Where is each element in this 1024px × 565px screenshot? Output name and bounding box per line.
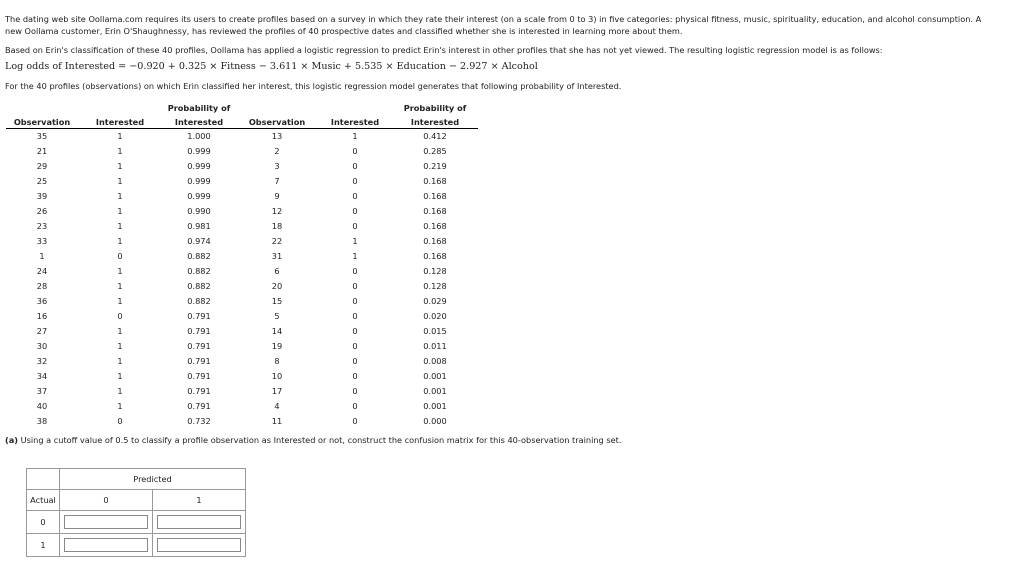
obs-right-cell: 14 [271,326,283,336]
interested-right-cell: 0 [352,221,358,231]
obs-right-cell: 19 [271,341,283,351]
obs-right-cell: 17 [271,386,283,396]
prob-left-cell: 0.981 [187,221,211,231]
header-top-cell [236,100,318,114]
prob-left-cell: 0.882 [187,296,211,306]
interested-right-cell: 0 [352,311,358,321]
obs-left-cell: 37 [36,386,48,396]
cm-corner [27,469,60,490]
cm-input-actual0-pred1[interactable] [157,515,241,529]
interested-left-cell: 0 [117,416,123,426]
obs-right-cell: 13 [271,131,283,141]
interested-left-cell: 1 [117,356,123,366]
obs-right-cell: 3 [274,161,280,171]
obs-right-cell: 20 [271,281,283,291]
interested-right-cell: 0 [352,176,358,186]
prob-right-cell: 0.168 [423,221,447,231]
interested-left-cell: 1 [117,161,123,171]
interested-right-cell: 0 [352,281,358,291]
prob-left-cell: 0.974 [187,236,211,246]
obs-left-cell: 16 [36,311,48,321]
interested-right-cell: 0 [352,206,358,216]
interested-left-cell: 1 [117,146,123,156]
interested-left-cell: 1 [117,386,123,396]
cm-cell [60,511,153,534]
part-a-label: (a) [5,435,19,445]
table-row [6,324,478,339]
interested-right-cell: 0 [352,146,358,156]
cm-row-label-0: 0 [27,511,60,534]
prob-left-cell: 0.999 [187,191,211,201]
prob-right-cell: 0.020 [423,311,447,321]
table-body [6,129,478,430]
prob-right-cell: 0.029 [423,296,447,306]
prob-left-cell: 0.999 [187,161,211,171]
cm-predicted-label: Predicted [60,469,246,490]
prob-left-cell: 0.882 [187,251,211,261]
prob-left-cell: 0.791 [187,356,211,366]
obs-left-cell: 21 [36,146,48,156]
prob-left-cell: 0.882 [187,266,211,276]
obs-left-cell: 35 [36,131,48,141]
interested-left-cell: 0 [117,251,123,261]
obs-right-cell: 22 [271,236,283,246]
obs-left-cell: 32 [36,356,48,366]
obs-left-cell: 39 [36,191,48,201]
table-row [6,189,478,204]
obs-right-cell: 2 [274,146,280,156]
prob-right-cell: 0.001 [423,386,447,396]
header-top-cell [78,100,162,114]
obs-right-cell: 12 [271,206,283,216]
table-row [6,129,478,145]
obs-left-cell: 28 [36,281,48,291]
interested-left-cell: 1 [117,266,123,276]
table-row [6,384,478,399]
obs-right-cell: 31 [271,251,283,261]
part-a-text: Using a cutoff value of 0.5 to classify a profile observation as Interested or not, construct the confusion matrix for this 40-observation training set. [20,435,622,445]
header-cell: Observation [6,114,78,129]
header-cell: Interested [162,114,236,129]
interested-left-cell: 1 [117,221,123,231]
intro-paragraph-3: For the 40 profiles (observations) on which Erin classified her interest, this logistic regression model generates that following probability of Interested. [5,81,622,91]
prob-right-cell: 0.285 [423,146,447,156]
table-row [6,219,478,234]
interested-left-cell: 1 [117,371,123,381]
obs-left-cell: 29 [36,161,48,171]
prob-left-cell: 0.791 [187,371,211,381]
intro-paragraph-1 [5,13,1024,37]
interested-left-cell: 1 [117,341,123,351]
prob-left-cell: 1.000 [187,131,211,141]
obs-right-cell: 6 [274,266,280,276]
obs-left-cell: 38 [36,416,48,426]
interested-right-cell: 0 [352,356,358,366]
interested-left-cell: 1 [117,206,123,216]
prob-right-cell: 0.412 [423,131,447,141]
header-cell: Interested [318,114,392,129]
prob-left-cell: 0.999 [187,146,211,156]
interested-left-cell: 1 [117,236,123,246]
obs-left-cell: 23 [36,221,48,231]
prob-right-cell: 0.168 [423,191,447,201]
prob-right-cell: 0.168 [423,206,447,216]
interested-left-cell: 1 [117,296,123,306]
interested-left-cell: 1 [117,131,123,141]
obs-left-cell: 27 [36,326,48,336]
obs-left-cell: 26 [36,206,48,216]
intro-line-2: new Oollama customer, Erin O'Shaughnessy, has reviewed the profiles of 40 prospective dates and classified whether she is interested in learning more about them. [5,26,683,36]
interested-left-cell: 1 [117,326,123,336]
prob-left-cell: 0.791 [187,386,211,396]
prob-right-cell: 0.168 [423,251,447,261]
table-row [6,399,478,414]
header-top-cell [6,100,78,114]
prob-left-cell: 0.791 [187,311,211,321]
cm-actual-label: Actual [27,490,60,511]
obs-left-cell: 25 [36,176,48,186]
obs-right-cell: 11 [271,416,283,426]
obs-right-cell: 7 [274,176,280,186]
confusion-matrix [26,468,246,557]
interested-right-cell: 0 [352,266,358,276]
obs-right-cell: 15 [271,296,283,306]
header-cell: Interested [392,114,478,129]
obs-right-cell: 5 [274,311,280,321]
interested-right-cell: 0 [352,296,358,306]
interested-right-cell: 0 [352,326,358,336]
header-top-cell [318,100,392,114]
header-top-cell: Probability of [167,103,231,113]
interested-right-cell: 0 [352,191,358,201]
probability-table [6,100,478,429]
obs-right-cell: 18 [271,221,283,231]
interested-left-cell: 1 [117,281,123,291]
intro-paragraph-2: Based on Erin's classification of these 40 profiles, Oollama has applied a logistic regression to predict Erin's interest in other profiles that she has not yet viewed. The resulting logistic regression model is as follows: [5,45,883,55]
prob-right-cell: 0.128 [423,266,447,276]
table-row [6,279,478,294]
table-row [6,309,478,324]
prob-left-cell: 0.990 [187,206,211,216]
prob-right-cell: 0.128 [423,281,447,291]
obs-right-cell: 4 [274,401,280,411]
obs-right-cell: 10 [271,371,283,381]
table-row [6,159,478,174]
interested-left-cell: 1 [117,191,123,201]
interested-right-cell: 0 [352,161,358,171]
intro-line-1: The dating web site Oollama.com requires its users to create profiles based on a survey in which they rate their interest (on a scale from 0 to 3) in five categories: physical fitness, music, spirituality, education, and alcohol consumption. A [5,14,982,24]
table-row [6,414,478,429]
table-row [6,204,478,219]
obs-left-cell: 40 [36,401,48,411]
interested-right-cell: 0 [352,371,358,381]
interested-right-cell: 1 [352,251,358,261]
interested-right-cell: 0 [352,416,358,426]
header-cell: Interested [78,114,162,129]
table-row [6,249,478,264]
prob-left-cell: 0.882 [187,281,211,291]
interested-right-cell: 0 [352,401,358,411]
cm-input-actual1-pred1[interactable] [157,538,241,552]
interested-right-cell: 0 [352,341,358,351]
prob-right-cell: 0.219 [423,161,447,171]
prob-left-cell: 0.999 [187,176,211,186]
interested-left-cell: 1 [117,401,123,411]
prob-right-cell: 0.168 [423,176,447,186]
obs-left-cell: 33 [36,236,48,246]
prob-left-cell: 0.791 [187,326,211,336]
prob-left-cell: 0.732 [187,416,211,426]
part-a-question [5,435,621,445]
cm-col-label-0: 0 [60,490,153,511]
interested-right-cell: 1 [352,236,358,246]
interested-left-cell: 1 [117,176,123,186]
header-top-cell: Probability of [403,103,467,113]
interested-left-cell: 0 [117,311,123,321]
interested-right-cell: 0 [352,386,358,396]
prob-left-cell: 0.791 [187,341,211,351]
table-row [6,369,478,384]
table-row [6,339,478,354]
cm-cell [153,534,246,557]
table-row [6,174,478,189]
obs-left-cell: 36 [36,296,48,306]
table-row [6,234,478,249]
table-header-top-row [6,100,478,114]
table-row [6,144,478,159]
table-row [6,264,478,279]
obs-right-cell: 8 [274,356,280,366]
cm-input-actual0-pred0[interactable] [64,515,148,529]
prob-right-cell: 0.168 [423,236,447,246]
obs-left-cell: 24 [36,266,48,276]
prob-right-cell: 0.001 [423,401,447,411]
obs-right-cell: 9 [274,191,280,201]
regression-formula: Log odds of Interested = −0.920 + 0.325 × Fitness − 3.611 × Music + 5.535 × Education − 2.927 × Alcohol [5,61,538,72]
interested-right-cell: 1 [352,131,358,141]
cm-cell [60,534,153,557]
table-header-row [6,114,478,129]
cm-cell [153,511,246,534]
obs-left-cell: 1 [39,251,45,261]
cm-input-actual1-pred0[interactable] [64,538,148,552]
header-cell: Observation [236,114,318,129]
cm-col-label-1: 1 [153,490,246,511]
prob-right-cell: 0.001 [423,371,447,381]
prob-right-cell: 0.015 [423,326,447,336]
obs-left-cell: 34 [36,371,48,381]
table-row [6,354,478,369]
prob-right-cell: 0.000 [423,416,447,426]
cm-row-label-1: 1 [27,534,60,557]
table-row [6,294,478,309]
prob-right-cell: 0.011 [423,341,447,351]
prob-left-cell: 0.791 [187,401,211,411]
obs-left-cell: 30 [36,341,48,351]
prob-right-cell: 0.008 [423,356,447,366]
